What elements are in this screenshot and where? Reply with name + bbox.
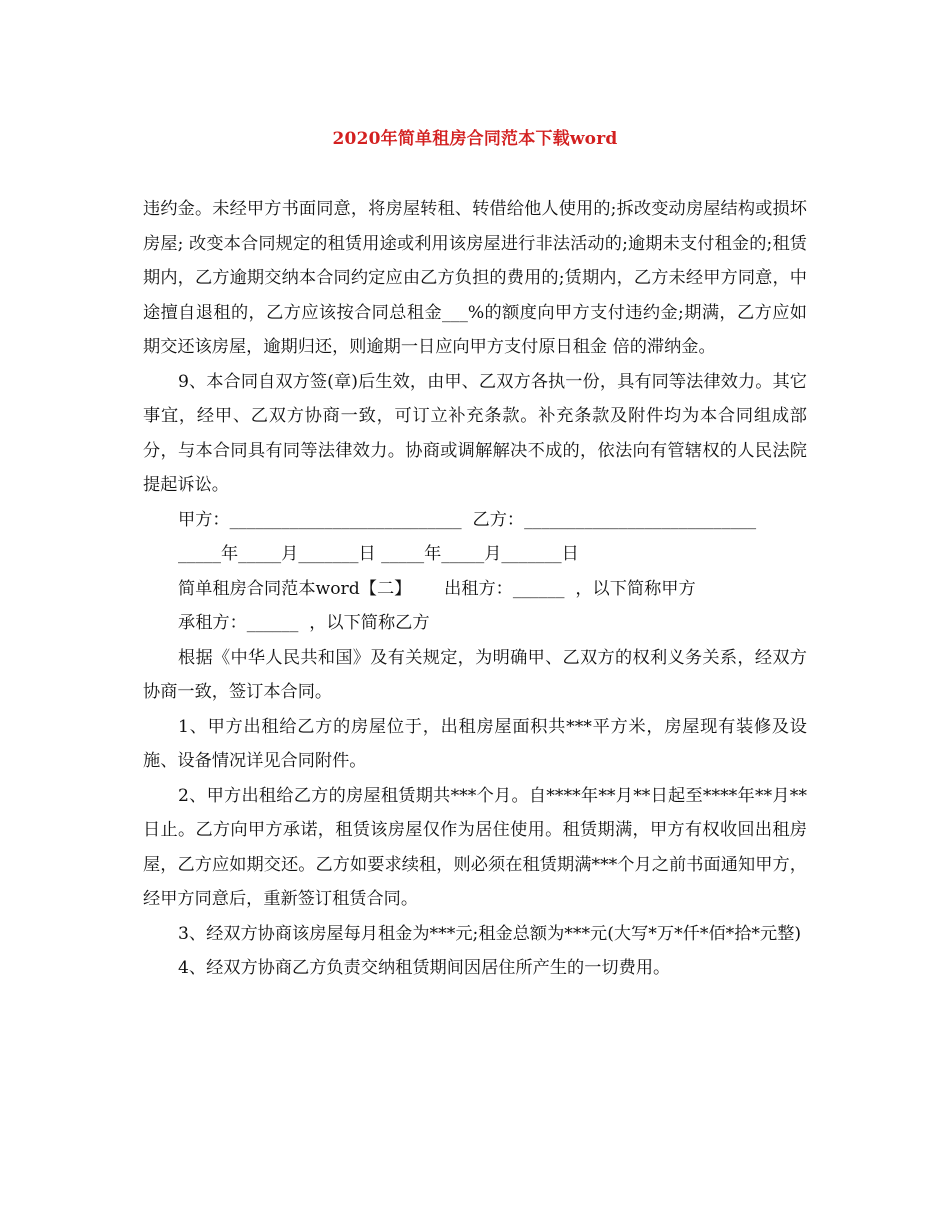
paragraph-clause-4: 4、经双方协商乙方负责交纳租赁期间因居住所产生的一切费用。 [178,958,671,978]
signature-line: 甲方：___________________________ 乙方：___________________________ [178,509,757,530]
paragraph-preamble: 根据《中华人民共和国》及有关规定，为明确甲、乙双方的权利义务关系，经双方协商一致，签订本合同。 [143,647,807,702]
paragraph-clause-3: 3、经双方协商该房屋每月租金为***元;租金总额为***元(大写*万*仟*佰*拾*元整) [178,923,802,944]
document-body [143,192,807,986]
paragraph-breach-penalty: 违约金。未经甲方书面同意，将房屋转租、转借给他人使用的;拆改变动房屋结构或损坏房屋; 改变本合同规定的租赁用途或利用该房屋进行非法活动的;逾期未支付租金的;租赁期内，乙方逾期交纳本合同约定应由乙方负担的费用的;赁期内，乙方未经甲方同意，中途擅自退租的，乙方应该按合同总租金___%的额度向甲方支付违约金;期满，乙方应如期交还该房屋，逾期归还，则逾期一日应向甲方支付原日租金 倍的滞纳金。 [143,199,807,357]
paragraph-clause-9: 9、本合同自双方签(章)后生效，由甲、乙双方各执一份，具有同等法律效力。其它事宜，经甲、乙双方协商一致，可订立补充条款。补充条款及附件均为本合同组成部分，与本合同具有同等法律效力。协商或调解解决不成的，依法向有管辖权的人民法院提起诉讼。 [143,371,807,495]
date-line: _____年_____月_______日 _____年_____月_______日 [178,544,579,564]
document-title: 2020年简单租房合同范本下载word [332,129,618,149]
paragraph-clause-1: 1、甲方出租给乙方的房屋位于，出租房屋面积共***平方米，房屋现有装修及设施、设备情况详见合同附件。 [143,716,807,771]
lessee-line: 承租方：______ ，以下简称乙方 [178,613,430,633]
paragraph-clause-2: 2、甲方出租给乙方的房屋租赁期共***个月。自****年**月**日起至****年**月**日止。乙方向甲方承诺，租赁该房屋仅作为居住使用。租赁期满，甲方有权收回出租房屋，乙方应如期交还。乙方如要求续租，则必须在租赁期满***个月之前书面通知甲方，经甲方同意后，重新签订租赁合同。 [143,785,807,909]
contract-2-heading-line: 简单租房合同范本word【二】 出租方：______ ，以下简称甲方 [178,578,696,599]
